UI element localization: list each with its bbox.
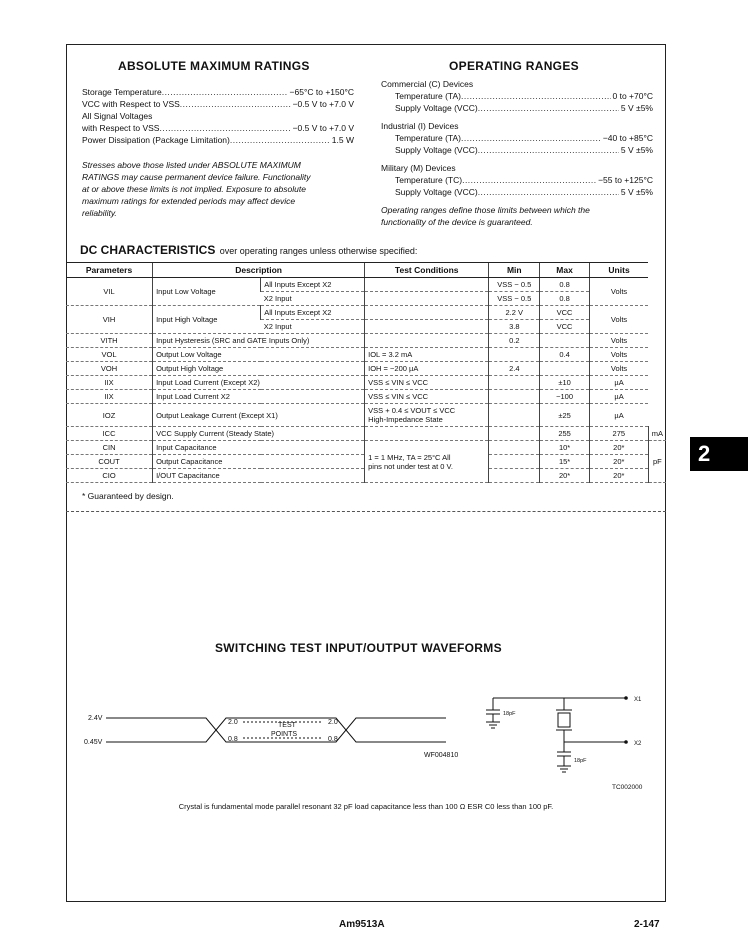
cond-cell	[365, 292, 489, 306]
units-cell: µA	[589, 376, 648, 390]
param-cell: COUT	[66, 455, 153, 469]
op-group-name: Military (M) Devices	[381, 163, 456, 173]
leader-dots	[462, 174, 596, 186]
cond-cell: IOL = 3.2 mA	[365, 348, 489, 362]
max-cell: 255	[540, 427, 590, 441]
col-description: Description	[153, 263, 365, 278]
subdesc-cell: All Inputs Except X2	[261, 278, 365, 292]
max-cell: ±10	[540, 376, 590, 390]
desc-cell: Input High Voltage	[153, 306, 261, 334]
min-cell: VSS − 0.5	[489, 278, 540, 292]
units-cell: µA	[589, 390, 648, 404]
param-cell: IIX	[66, 376, 153, 390]
cond-line: pins not under test at 0 V.	[368, 461, 453, 471]
col-test-conditions: Test Conditions	[365, 263, 489, 278]
min-cell	[489, 348, 540, 362]
op-range-row	[381, 102, 653, 114]
units-cell: Volts	[589, 362, 648, 376]
rating-row	[82, 134, 354, 146]
note-line: Stresses above those listed under ABSOLUTE MAXIMUM	[82, 160, 301, 170]
leader-dots	[180, 98, 291, 110]
rating-value: 1.5 W	[331, 135, 354, 145]
table-row	[66, 362, 666, 376]
param-cell: ICC	[66, 427, 153, 441]
leader-dots	[461, 90, 611, 102]
x2-wire	[564, 730, 626, 742]
rating-label: Power Dissipation (Package Limitation)	[82, 135, 230, 145]
desc-cell: Output High Voltage	[153, 362, 365, 376]
op-range-value: −55 to +125°C	[598, 175, 653, 185]
desc-cell: VCC Supply Current (Steady State)	[153, 427, 365, 441]
rating-row	[82, 98, 354, 110]
subdesc-cell: X2 Input	[261, 320, 365, 334]
cond-cell	[365, 427, 489, 441]
max-cell: 10*	[540, 441, 590, 455]
max-cell: 0.8	[540, 278, 590, 292]
units-cell: Volts	[589, 306, 648, 334]
max-cell: 0.4	[540, 348, 590, 362]
op-range-value: 5 V ±5%	[620, 187, 653, 197]
units-cell: Volts	[589, 334, 648, 348]
thr-high-left: 2.0	[228, 719, 238, 726]
max-cell	[540, 362, 590, 376]
param-cell: CIO	[66, 469, 153, 483]
v-low-label: 0.45V	[84, 739, 103, 746]
max-cell: 20*	[540, 469, 590, 483]
cond-cell	[365, 278, 489, 292]
op-range-label: Supply Voltage (VCC)	[395, 187, 478, 197]
min-cell: 2.4	[489, 362, 540, 376]
section-divider	[66, 511, 666, 512]
rating-row	[82, 86, 354, 98]
rating-value: −0.5 V to +7.0 V	[292, 123, 354, 133]
op-group-name: Industrial (I) Devices	[381, 121, 459, 131]
cond-cell	[365, 404, 489, 427]
param-cell: IOZ	[66, 404, 153, 427]
table-row	[66, 427, 666, 441]
op-ranges-list	[381, 78, 653, 204]
desc-cell: Output Low Voltage	[153, 348, 365, 362]
cond-cell: VSS ≤ VIN ≤ VCC	[365, 390, 489, 404]
note-line: at or above these limits is not implied. Exposure to absolute	[82, 184, 306, 194]
tc-code: TC002000	[612, 784, 643, 790]
leader-dots	[478, 144, 619, 156]
thr-high-right: 2.0	[328, 719, 338, 726]
table-row	[66, 278, 666, 292]
max-cell: −100	[540, 390, 590, 404]
param-cell: VIL	[66, 278, 153, 306]
op-range-value: 5 V ±5%	[620, 103, 653, 113]
param-cell: VOL	[66, 348, 153, 362]
rating-label: with Respect to VSS	[82, 123, 160, 133]
note-line: maximum ratings for extended periods may affect device	[82, 196, 296, 206]
cond-cell	[365, 441, 489, 483]
wf-code: WF004810	[424, 752, 459, 759]
table-row	[66, 348, 666, 362]
op-range-value: 0 to +70°C	[612, 91, 653, 101]
param-cell: VOH	[66, 362, 153, 376]
cond-cell	[365, 320, 489, 334]
subdesc-cell: X2 Input	[261, 292, 365, 306]
rating-value: −65°C to +150°C	[289, 87, 354, 97]
desc-cell: Output Leakage Current (Except X1)	[153, 404, 365, 427]
cond-cell	[365, 306, 489, 320]
cond-cell: IOH = −200 µA	[365, 362, 489, 376]
op-ranges-title: OPERATING RANGES	[449, 59, 579, 73]
op-range-row	[381, 174, 653, 186]
table-row	[66, 376, 666, 390]
units-cell: pF	[648, 441, 666, 483]
leader-dots	[159, 122, 290, 134]
waveform-title: SWITCHING TEST INPUT/OUTPUT WAVEFORMS	[215, 641, 502, 655]
op-group-name: Commercial (C) Devices	[381, 79, 474, 89]
op-range-value: −40 to +85°C	[602, 133, 653, 143]
spacer-cell	[489, 427, 540, 441]
units-cell: µA	[589, 404, 648, 427]
op-range-label: Temperature (TA)	[395, 133, 461, 143]
cond-cell: VSS ≤ VIN ≤ VCC	[365, 376, 489, 390]
rating-value: −0.5 V to +7.0 V	[292, 99, 354, 109]
waveform-diagram	[66, 680, 666, 790]
cond-line: 1 = 1 MHz, TA = 25°C All	[368, 452, 451, 462]
max-cell: 20*	[589, 469, 648, 483]
cond-cell	[365, 334, 489, 348]
op-range-label: Supply Voltage (VCC)	[395, 103, 478, 113]
abs-max-title: ABSOLUTE MAXIMUM RATINGS	[118, 59, 310, 73]
note-line: functionality of the device is guaranteed.	[381, 217, 533, 227]
param-cell: VITH	[66, 334, 153, 348]
op-range-label: Supply Voltage (VCC)	[395, 145, 478, 155]
min-cell	[489, 390, 540, 404]
abs-max-note	[82, 159, 354, 219]
crystal-caption: Crystal is fundamental mode parallel resonant 32 pF load capacitance less than 100 Ω ESR C0 less than 100 pF.	[178, 802, 554, 811]
param-cell: IIX	[66, 390, 153, 404]
op-range-label: Temperature (TC)	[395, 175, 463, 185]
note-line: Operating ranges define those limits between which the	[381, 205, 590, 215]
op-range-row	[381, 132, 653, 144]
table-row	[66, 334, 666, 348]
dc-header-row	[66, 263, 666, 278]
rating-row	[82, 122, 354, 134]
max-cell: 20*	[589, 455, 648, 469]
x1-label: X1	[634, 697, 642, 703]
test-label: TEST	[278, 722, 296, 729]
footer-page-number: 2-147	[634, 919, 660, 930]
desc-cell: I/OUT Capacitance	[153, 469, 365, 483]
desc-cell: Input Low Voltage	[153, 278, 261, 306]
min-cell	[489, 404, 540, 427]
max-cell: 275	[589, 427, 648, 441]
thr-low-right: 0.8	[328, 736, 338, 743]
min-cell	[489, 469, 540, 483]
col-max: Max	[540, 263, 590, 278]
crystal-body	[558, 713, 570, 727]
points-label: POINTS	[271, 731, 298, 738]
param-cell: CIN	[66, 441, 153, 455]
col-parameters: Parameters	[66, 263, 153, 278]
op-range-value: 5 V ±5%	[620, 145, 653, 155]
param-cell: VIH	[66, 306, 153, 334]
col-units: Units	[589, 263, 648, 278]
units-cell: mA	[648, 427, 666, 441]
max-cell	[540, 334, 590, 348]
desc-cell: Input Load Current (Except X2)	[153, 376, 365, 390]
min-cell: 0.2	[489, 334, 540, 348]
col-min: Min	[489, 263, 540, 278]
max-cell: 20*	[589, 441, 648, 455]
footer-part-number: Am9513A	[339, 919, 385, 930]
dc-footnote: * Guaranteed by design.	[82, 491, 174, 501]
max-cell: VCC	[540, 320, 590, 334]
min-cell	[489, 455, 540, 469]
max-cell: ±25	[540, 404, 590, 427]
max-cell: 15*	[540, 455, 590, 469]
x2-label: X2	[634, 741, 642, 747]
rating-row: All Signal Voltages	[82, 111, 153, 121]
dc-heading	[80, 241, 417, 259]
note-line: reliability.	[82, 208, 117, 218]
min-cell	[489, 441, 540, 455]
table-row	[66, 390, 666, 404]
min-cell: 2.2 V	[489, 306, 540, 320]
units-cell: Volts	[589, 278, 648, 306]
note-line: RATINGS may cause permanent device failure. Functionality	[82, 172, 311, 182]
leader-dots	[461, 132, 601, 144]
op-range-row	[381, 90, 653, 102]
op-range-label: Temperature (TA)	[395, 91, 461, 101]
cap1-label: 18pF	[503, 711, 516, 717]
rating-label: VCC with Respect to VSS	[82, 99, 180, 109]
abs-max-list	[82, 86, 354, 146]
op-range-row	[381, 144, 653, 156]
leader-dots	[230, 134, 330, 146]
min-cell	[489, 376, 540, 390]
max-cell: VCC	[540, 306, 590, 320]
leader-dots	[478, 102, 619, 114]
section-tab: 2	[690, 437, 748, 471]
rating-label: Storage Temperature	[82, 87, 162, 97]
table-row	[66, 404, 666, 427]
desc-cell: Input Hysteresis (SRC and GATE Inputs Only)	[153, 334, 365, 348]
dc-table	[66, 262, 666, 483]
op-ranges-note	[381, 204, 653, 228]
cond-line: VSS + 0.4 ≤ VOUT ≤ VCC	[368, 406, 456, 415]
dc-subtitle: over operating ranges unless otherwise specified:	[219, 246, 418, 256]
units-cell: Volts	[589, 348, 648, 362]
max-cell: 0.8	[540, 292, 590, 306]
table-row	[66, 441, 666, 455]
desc-cell: Output Capacitance	[153, 455, 365, 469]
thr-low-left: 0.8	[228, 736, 238, 743]
desc-cell: Input Load Current X2	[153, 390, 365, 404]
cond-line: High-Impedance State	[368, 415, 443, 424]
v-high-label: 2.4V	[88, 715, 103, 722]
table-row	[66, 306, 666, 320]
dc-title: DC CHARACTERISTICS	[80, 243, 216, 257]
min-cell: 3.8	[489, 320, 540, 334]
op-range-row	[381, 186, 653, 198]
subdesc-cell: All Inputs Except X2	[261, 306, 365, 320]
leader-dots	[162, 86, 288, 98]
min-cell: VSS − 0.5	[489, 292, 540, 306]
desc-cell: Input Capacitance	[153, 441, 365, 455]
cap2-label: 18pF	[574, 758, 587, 764]
leader-dots	[478, 186, 619, 198]
